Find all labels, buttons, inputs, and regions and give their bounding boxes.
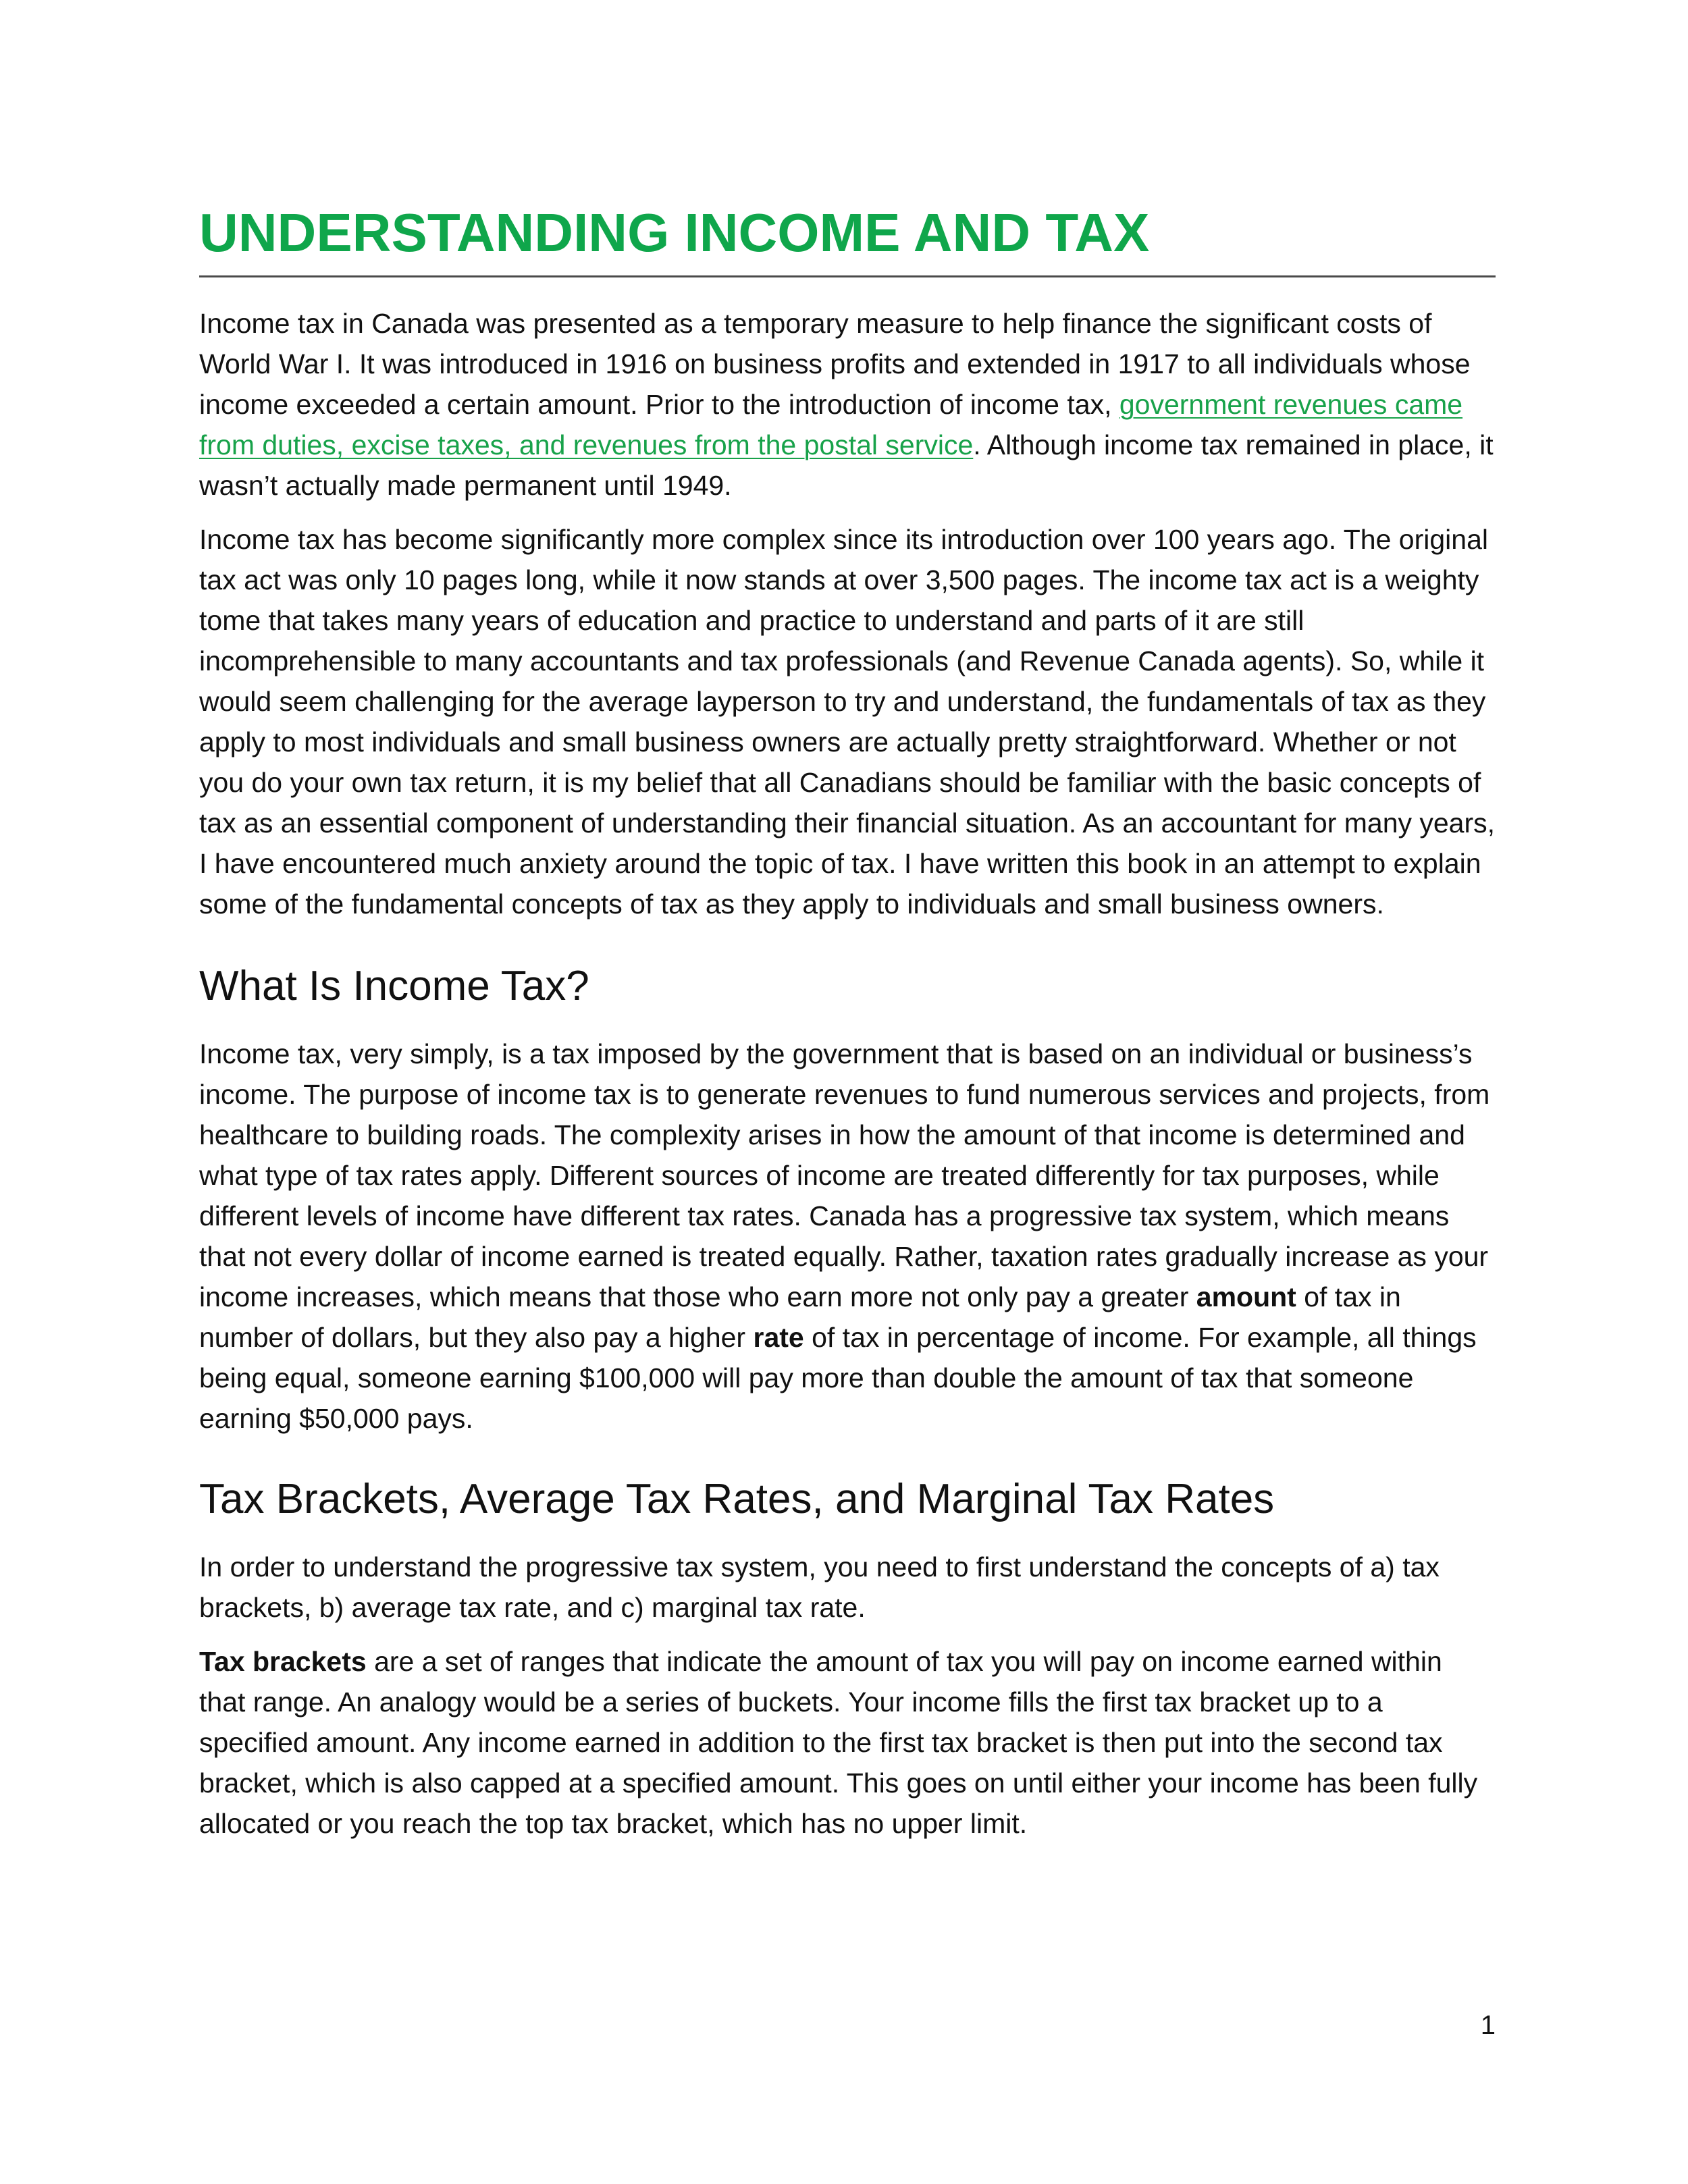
tax-brackets-explanation: are a set of ranges that indicate the amount of tax you will pay on income earned within that range. An analogy would be a series of buckets. Your income fills the first tax bracket up to a specified amount. Any income earned in addition to the first tax bracket is then put into the second tax bracket, which is also capped at a specified amount. This goes on until either your income has been fully allocated or you reach the top tax bracket, which has no upper limit. xyxy=(199,1646,1478,1839)
income-tax-definition-paragraph xyxy=(199,1034,1496,1439)
intro-paragraph-complexity: Income tax has become significantly more complex since its introduction over 100 years ago. The original tax act was only 10 pages long, while it now stands at over 3,500 pages. The income tax act is a weighty tome that takes many years of education and practice to understand and parts of it are still incomprehensible to many accountants and tax professionals (and Revenue Canada agents). So, while it would seem challenging for the average layperson to try and understand, the fundamentals of tax as they apply to most individuals and small business owners are actually pretty straightforward. Whether or not you do your own tax return, it is my belief that all Canadians should be familiar with the basic concepts of tax as an essential component of understanding their financial situation. As an accountant for many years, I have encountered much anxiety around the topic of tax. I have written this book in an attempt to explain some of the fundamental concepts of tax as they apply to individuals and small business owners. xyxy=(199,524,1496,920)
tax-brackets-paragraph xyxy=(199,1641,1496,1844)
document-title: UNDERSTANDING INCOME AND TAX xyxy=(199,203,1150,263)
progressive-system-paragraph: In order to understand the progressive tax system, you need to first understand the concepts of a) tax brackets, b) average tax rate, and c) marginal tax rate. xyxy=(199,1551,1440,1623)
emphasis-amount: amount xyxy=(1196,1281,1296,1312)
definition-text-part-2: of tax in number of dollars, but they also pay a higher xyxy=(199,1281,1401,1353)
document-content xyxy=(199,196,1496,1857)
section-heading-tax-brackets-rates: Tax Brackets, Average Tax Rates, and Marginal Tax Rates xyxy=(199,1476,1275,1522)
title-divider xyxy=(199,275,1496,277)
page-number: 1 xyxy=(1480,2010,1496,2040)
definition-text-part-1: Income tax, very simply, is a tax imposed by the government that is based on an individual or business’s income. The purpose of income tax is to generate revenues to fund numerous services and projects, from healthcare to building roads. The complexity arises in how the amount of that income is determined and what type of tax rates apply. Different sources of income are treated differently for tax purposes, while different levels of income have different tax rates. Canada has a progressive tax system, which means that not every dollar of income earned is treated equally. Rather, taxation rates gradually increase as your income increases, which means that those who earn more not only pay a greater xyxy=(199,1038,1490,1312)
government-revenues-link[interactable]: government revenues came from duties, excise taxes, and revenues from the postal service xyxy=(199,389,1463,460)
intro-paragraph-history xyxy=(199,303,1496,506)
definition-text-part-3: of tax in percentage of income. For example, all things being equal, someone earning $100,000 will pay more than double the amount of tax that someone earning $50,000 pays. xyxy=(199,1322,1477,1434)
intro-history-text-start: Income tax in Canada was presented as a temporary measure to help finance the significant costs of World War I. It was introduced in 1916 on business profits and extended in 1917 to all individuals whose income exceeded a certain amount. Prior to the introduction of income tax, xyxy=(199,308,1471,420)
intro-history-text-end: . Although income tax remained in place, it wasn’t actually made permanent until 1949. xyxy=(199,429,1494,501)
emphasis-rate: rate xyxy=(753,1322,804,1353)
tax-brackets-term: Tax brackets xyxy=(199,1646,367,1677)
section-heading-what-is-income-tax: What Is Income Tax? xyxy=(199,963,589,1009)
